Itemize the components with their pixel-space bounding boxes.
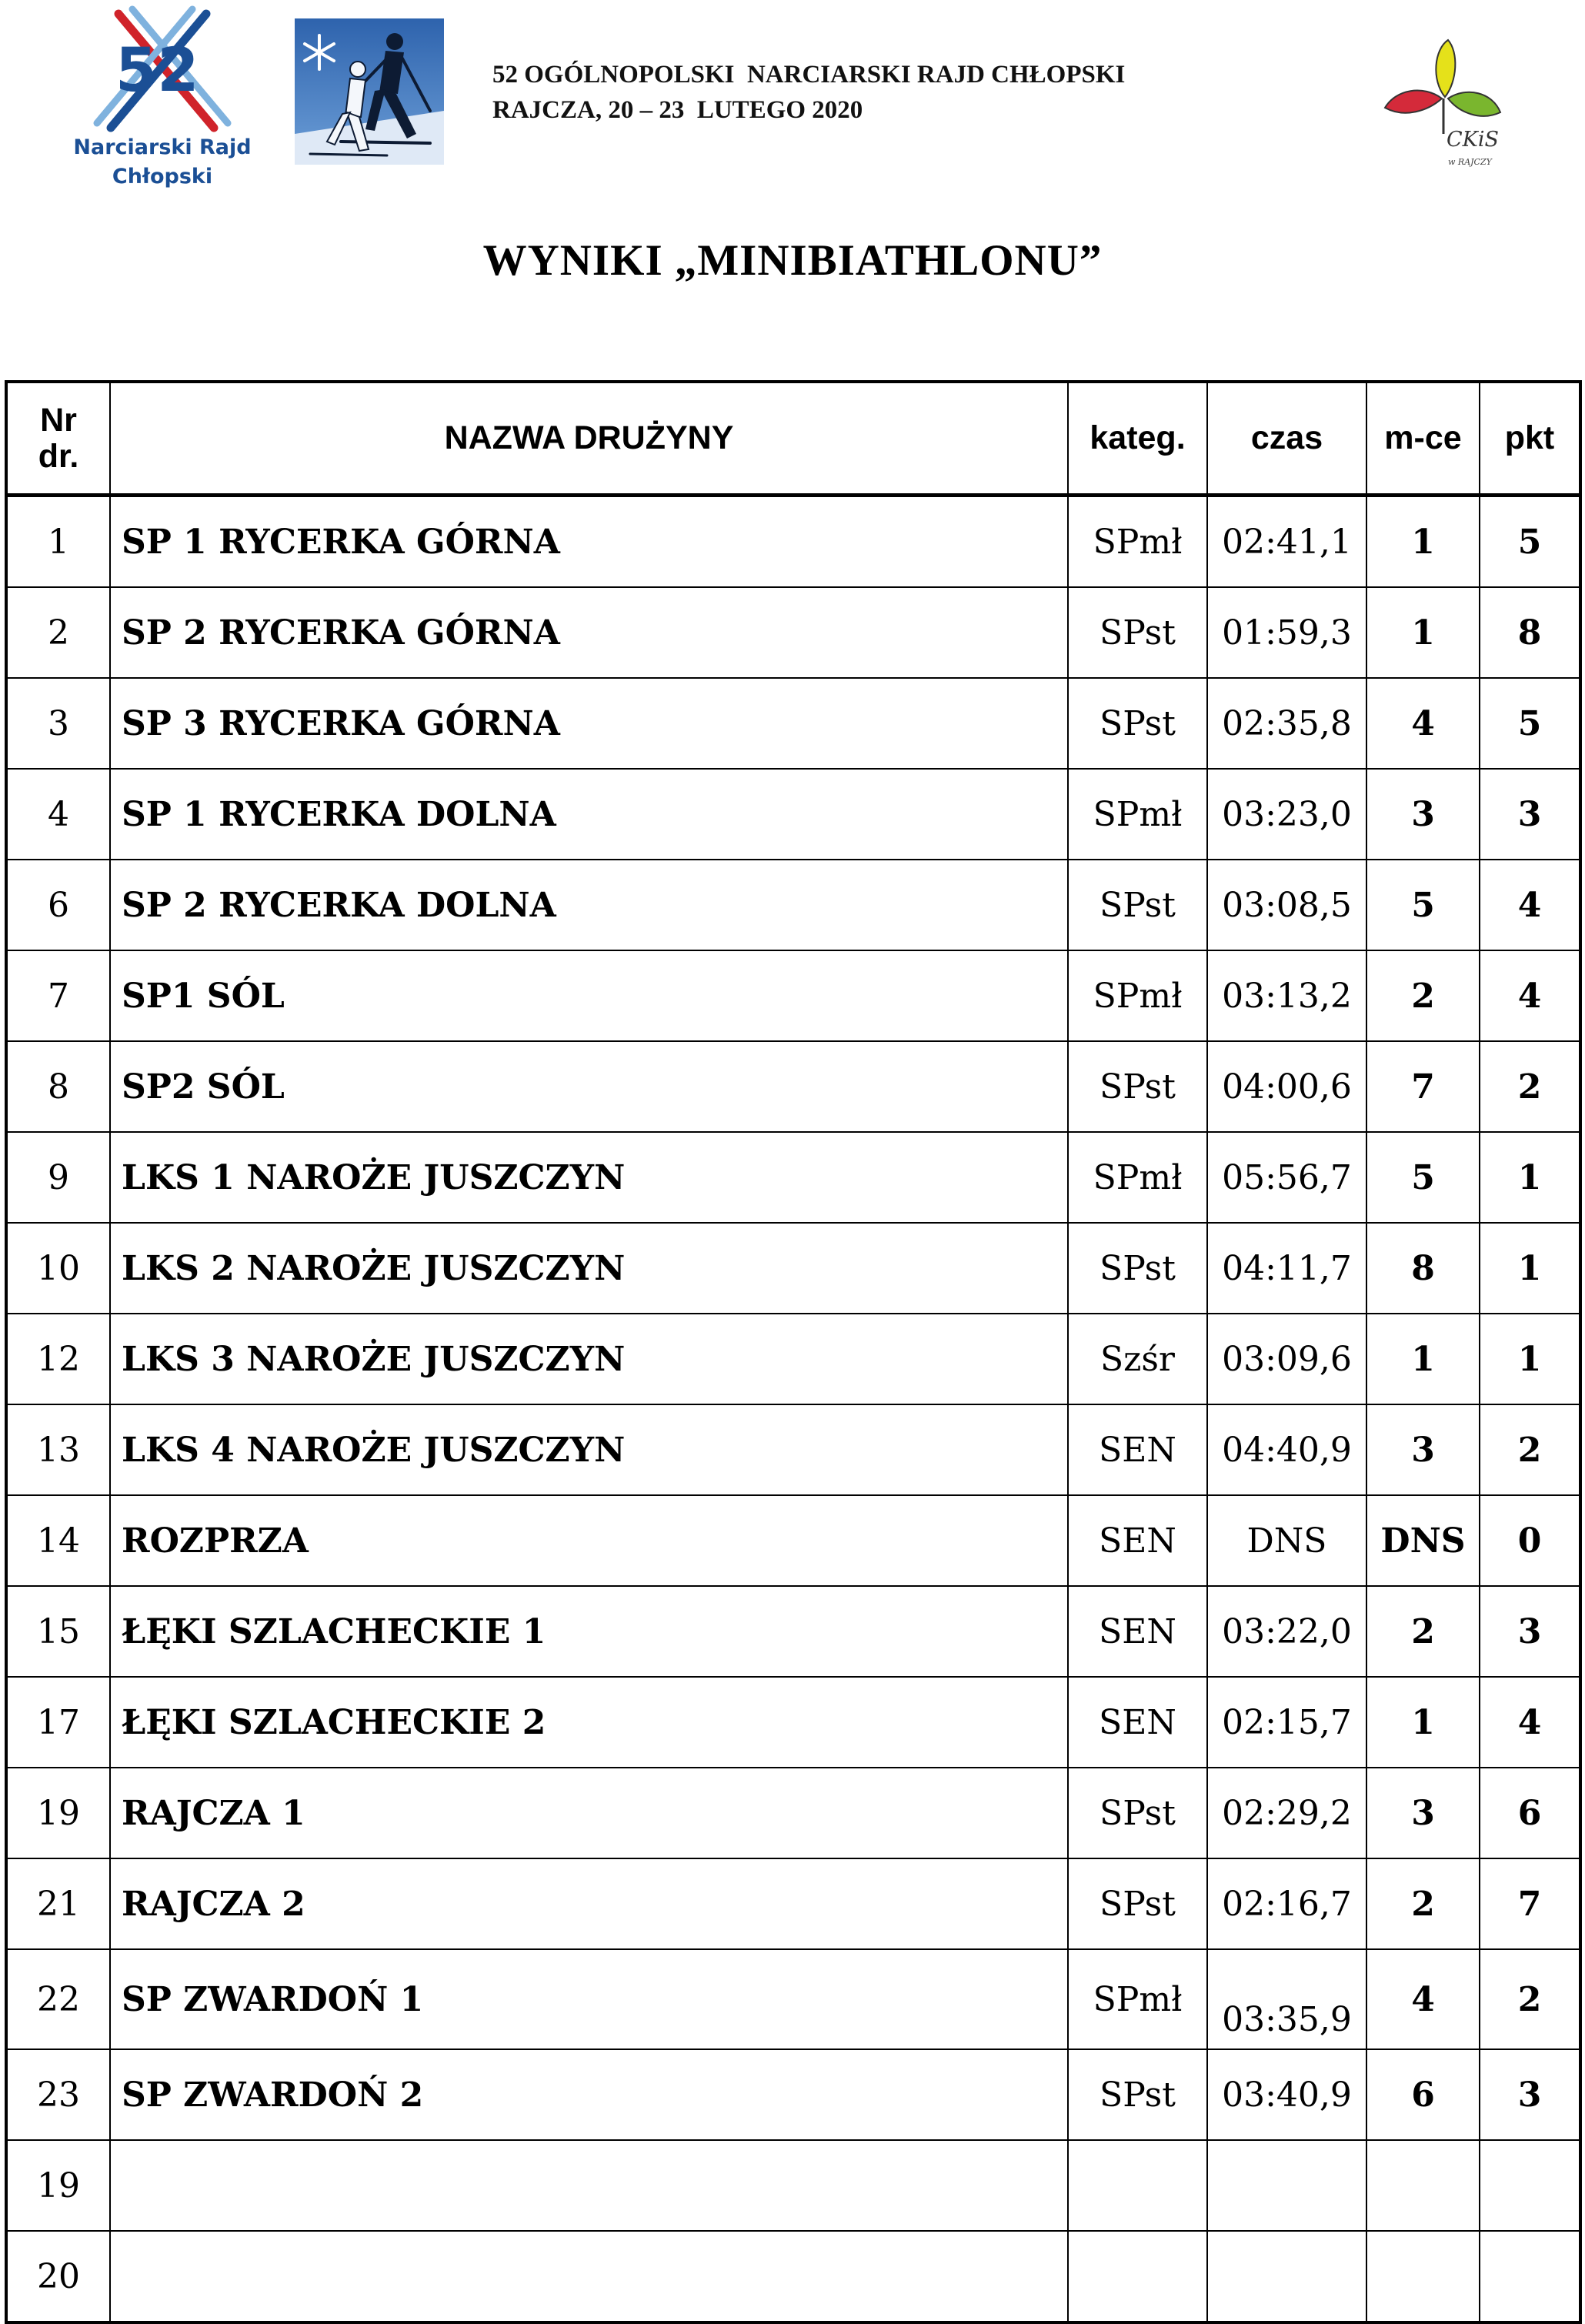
cell-place: 1: [1367, 588, 1480, 679]
cell-team-name: SP ZWARDOŃ 1: [111, 1950, 1069, 2050]
cell-place: 2: [1367, 1859, 1480, 1950]
cell-team-name: LKS 2 NAROŻE JUSZCZYN: [111, 1224, 1069, 1314]
cell-time: 02:35,8: [1208, 679, 1367, 770]
ckis-logo: [1377, 34, 1508, 180]
cell-place: 3: [1367, 1405, 1480, 1496]
cell-time: 01:59,3: [1208, 588, 1367, 679]
table-row: [8, 2050, 1579, 2141]
cell-start-number: 12: [8, 1314, 111, 1405]
header-time: czas: [1208, 383, 1367, 497]
cell-start-number: 13: [8, 1405, 111, 1496]
table-row: [8, 1405, 1579, 1496]
cell-points: 4: [1480, 860, 1579, 951]
cell-category: SEN: [1069, 1405, 1208, 1496]
cell-category: [1069, 2141, 1208, 2232]
cell-time: 03:35,9: [1208, 1950, 1367, 2050]
logo-caption-line2: Chłopski: [112, 165, 213, 189]
table-row: [8, 860, 1579, 951]
cell-start-number: 7: [8, 951, 111, 1042]
cell-start-number: 19: [8, 1768, 111, 1859]
cell-points: 5: [1480, 497, 1579, 588]
cell-team-name: SP ZWARDOŃ 2: [111, 2050, 1069, 2141]
results-table: [5, 380, 1582, 2324]
cell-start-number: 23: [8, 2050, 111, 2141]
table-row: [8, 2141, 1579, 2232]
cell-time: 02:41,1: [1208, 497, 1367, 588]
cell-category: SPmł: [1069, 1133, 1208, 1224]
table-row: [8, 770, 1579, 860]
cell-points: 2: [1480, 1950, 1579, 2050]
cell-points: 0: [1480, 1496, 1579, 1587]
cell-points: [1480, 2141, 1579, 2232]
cell-place: 3: [1367, 1768, 1480, 1859]
cell-place: [1367, 2232, 1480, 2321]
cell-points: [1480, 2232, 1579, 2321]
cell-category: SPst: [1069, 2050, 1208, 2141]
cell-category: SPmł: [1069, 497, 1208, 588]
cell-place: 5: [1367, 1133, 1480, 1224]
cell-points: 2: [1480, 1405, 1579, 1496]
cell-points: 8: [1480, 588, 1579, 679]
cell-start-number: 2: [8, 588, 111, 679]
cell-start-number: 22: [8, 1950, 111, 2050]
cell-team-name: [111, 2141, 1069, 2232]
event-line-2: RAJCZA, 20 – 23 LUTEGO 2020: [492, 96, 863, 124]
cell-place: 4: [1367, 1950, 1480, 2050]
cell-team-name: RAJCZA 2: [111, 1859, 1069, 1950]
cell-category: SPst: [1069, 1224, 1208, 1314]
cell-points: 3: [1480, 1587, 1579, 1678]
cell-start-number: 20: [8, 2232, 111, 2321]
cell-time: 03:23,0: [1208, 770, 1367, 860]
cell-time: 04:40,9: [1208, 1405, 1367, 1496]
cell-place: 1: [1367, 1678, 1480, 1768]
cell-place: 6: [1367, 2050, 1480, 2141]
event-line-1: 52 OGÓLNOPOLSKI NARCIARSKI RAJD CHŁOPSKI: [492, 61, 1126, 88]
cell-time: 03:22,0: [1208, 1587, 1367, 1678]
cell-points: 6: [1480, 1768, 1579, 1859]
cell-start-number: 15: [8, 1587, 111, 1678]
rajd-logo: [71, 5, 254, 197]
table-row: [8, 1224, 1579, 1314]
skier-image: [295, 18, 444, 165]
cell-place: 8: [1367, 1224, 1480, 1314]
cell-place: 3: [1367, 770, 1480, 860]
event-heading: [492, 57, 1125, 128]
cell-start-number: 21: [8, 1859, 111, 1950]
header-place: m-ce: [1367, 383, 1480, 497]
table-header-row: [8, 383, 1579, 497]
cell-time: 02:16,7: [1208, 1859, 1367, 1950]
cell-start-number: 8: [8, 1042, 111, 1133]
cell-category: SPst: [1069, 1042, 1208, 1133]
cell-start-number: 10: [8, 1224, 111, 1314]
cell-time: 03:08,5: [1208, 860, 1367, 951]
cell-category: SPmł: [1069, 1950, 1208, 2050]
cell-points: 4: [1480, 1678, 1579, 1768]
cell-time: 03:40,9: [1208, 2050, 1367, 2141]
table-row: [8, 1950, 1579, 2050]
cell-place: 1: [1367, 1314, 1480, 1405]
cell-category: SEN: [1069, 1587, 1208, 1678]
cell-category: SPst: [1069, 1859, 1208, 1950]
table-row: [8, 1859, 1579, 1950]
cell-team-name: ŁĘKI SZLACHECKIE 1: [111, 1587, 1069, 1678]
document-title: WYNIKI „MINIBIATHLONU”: [482, 236, 1103, 285]
cell-place: 7: [1367, 1042, 1480, 1133]
cell-start-number: 1: [8, 497, 111, 588]
cell-team-name: SP2 SÓL: [111, 1042, 1069, 1133]
cell-time: 03:09,6: [1208, 1314, 1367, 1405]
cell-time: 05:56,7: [1208, 1133, 1367, 1224]
header-category: kateg.: [1069, 383, 1208, 497]
cell-points: 7: [1480, 1859, 1579, 1950]
cell-team-name: RAJCZA 1: [111, 1768, 1069, 1859]
table-row: [8, 1768, 1579, 1859]
cell-time: 03:13,2: [1208, 951, 1367, 1042]
cell-points: 5: [1480, 679, 1579, 770]
cell-team-name: SP 1 RYCERKA GÓRNA: [111, 497, 1069, 588]
cell-points: 3: [1480, 2050, 1579, 2141]
table-row: [8, 1496, 1579, 1587]
cell-start-number: 17: [8, 1678, 111, 1768]
cell-category: SEN: [1069, 1678, 1208, 1768]
cell-points: 1: [1480, 1224, 1579, 1314]
table-row: [8, 1042, 1579, 1133]
cell-team-name: [111, 2232, 1069, 2321]
cell-place: [1367, 2141, 1480, 2232]
cell-category: SPst: [1069, 860, 1208, 951]
cell-team-name: SP 1 RYCERKA DOLNA: [111, 770, 1069, 860]
cell-place: 5: [1367, 860, 1480, 951]
cell-time: 02:15,7: [1208, 1678, 1367, 1768]
cell-category: SPst: [1069, 679, 1208, 770]
table-row: [8, 679, 1579, 770]
table-row: [8, 951, 1579, 1042]
cell-start-number: 4: [8, 770, 111, 860]
cell-team-name: SP1 SÓL: [111, 951, 1069, 1042]
ckis-subtext: w RAJCZY: [1448, 157, 1492, 167]
header-points: pkt: [1480, 383, 1579, 497]
table-row: [8, 1678, 1579, 1768]
cell-points: 1: [1480, 1314, 1579, 1405]
cell-time: 04:00,6: [1208, 1042, 1367, 1133]
cell-time: DNS: [1208, 1496, 1367, 1587]
cell-time: 02:29,2: [1208, 1768, 1367, 1859]
cell-category: SPmł: [1069, 951, 1208, 1042]
cell-time: 04:11,7: [1208, 1224, 1367, 1314]
cell-team-name: ŁĘKI SZLACHECKIE 2: [111, 1678, 1069, 1768]
table-row: [8, 497, 1579, 588]
cell-team-name: SP 2 RYCERKA GÓRNA: [111, 588, 1069, 679]
logo-caption-line1: Narciarski Rajd: [73, 135, 252, 159]
cell-place: 4: [1367, 679, 1480, 770]
svg-text:52: 52: [115, 36, 199, 105]
cell-place: DNS: [1367, 1496, 1480, 1587]
cell-team-name: LKS 1 NAROŻE JUSZCZYN: [111, 1133, 1069, 1224]
cell-place: 2: [1367, 951, 1480, 1042]
cell-category: Szśr: [1069, 1314, 1208, 1405]
cell-start-number: 6: [8, 860, 111, 951]
cell-points: 3: [1480, 770, 1579, 860]
table-row: [8, 2232, 1579, 2321]
cell-category: SPmł: [1069, 770, 1208, 860]
cell-points: 4: [1480, 951, 1579, 1042]
table-row: [8, 1314, 1579, 1405]
cell-category: SPst: [1069, 1768, 1208, 1859]
ckis-text: CKiS: [1447, 128, 1499, 152]
cell-team-name: LKS 3 NAROŻE JUSZCZYN: [111, 1314, 1069, 1405]
table-row: [8, 1587, 1579, 1678]
cell-team-name: SP 3 RYCERKA GÓRNA: [111, 679, 1069, 770]
cell-start-number: 3: [8, 679, 111, 770]
header-nr: Nr dr.: [8, 383, 111, 497]
cell-category: SEN: [1069, 1496, 1208, 1587]
header-team-name: NAZWA DRUŻYNY: [111, 383, 1069, 497]
cell-team-name: ROZPRZA: [111, 1496, 1069, 1587]
cell-start-number: 9: [8, 1133, 111, 1224]
cell-start-number: 19: [8, 2141, 111, 2232]
cell-points: 2: [1480, 1042, 1579, 1133]
cell-team-name: SP 2 RYCERKA DOLNA: [111, 860, 1069, 951]
flower-icon: [1377, 34, 1508, 134]
cell-category: SPst: [1069, 588, 1208, 679]
cell-time: [1208, 2141, 1367, 2232]
cell-team-name: LKS 4 NAROŻE JUSZCZYN: [111, 1405, 1069, 1496]
cell-time: [1208, 2232, 1367, 2321]
cell-category: [1069, 2232, 1208, 2321]
cell-place: 1: [1367, 497, 1480, 588]
cell-points: 1: [1480, 1133, 1579, 1224]
cell-start-number: 14: [8, 1496, 111, 1587]
table-row: [8, 1133, 1579, 1224]
cell-place: 2: [1367, 1587, 1480, 1678]
table-row: [8, 588, 1579, 679]
crossed-skis-icon: [71, 5, 254, 135]
